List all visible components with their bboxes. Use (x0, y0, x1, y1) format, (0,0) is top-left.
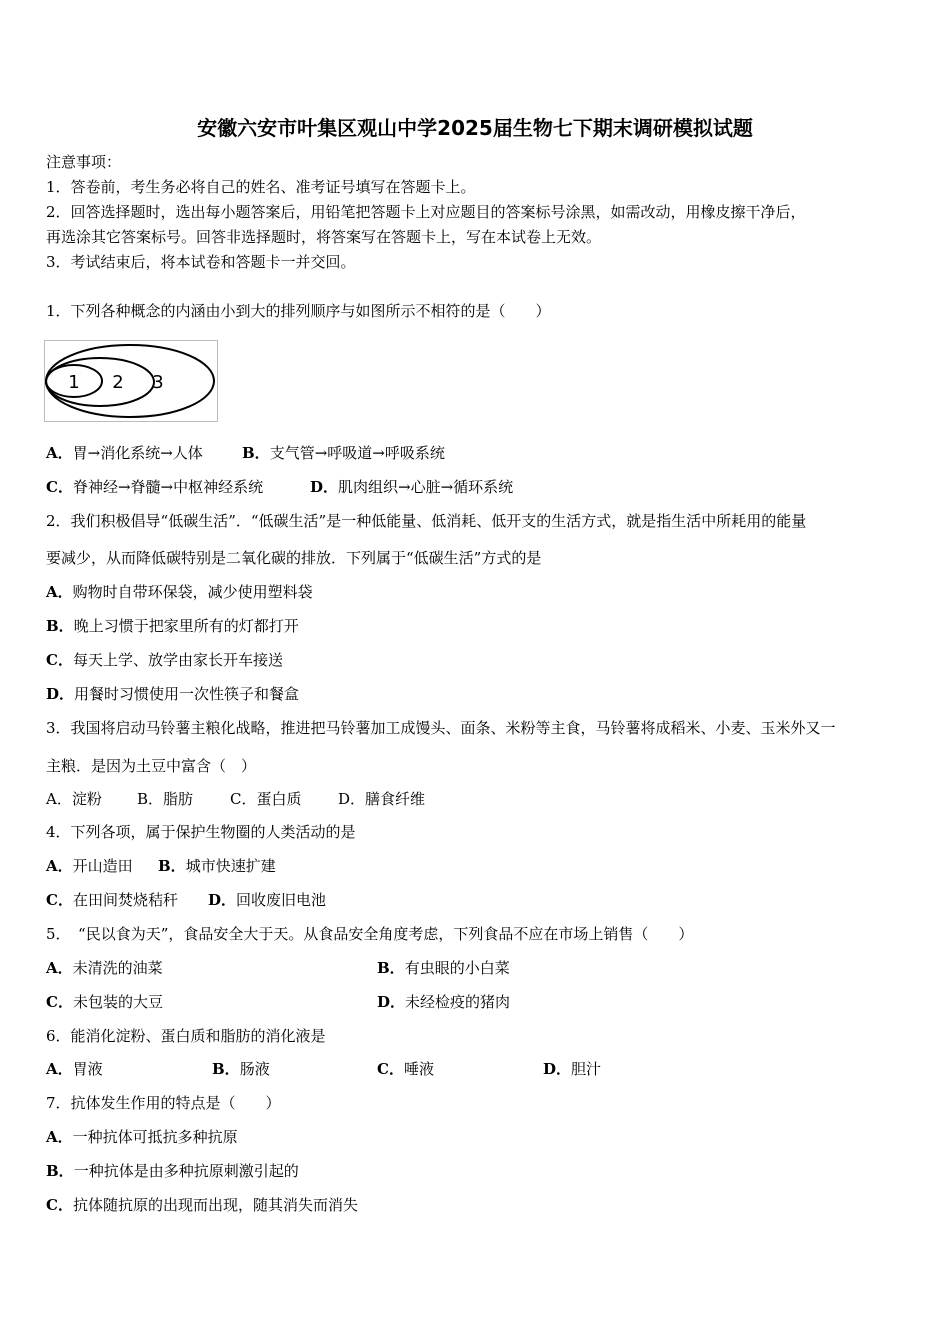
q2-option-b[interactable]: B．晚上习惯于把家里所有的灯都打开 (46, 617, 299, 635)
q1-stem: 1．下列各种概念的内涵由小到大的排列顺序与如图所示不相符的是（ ） (46, 302, 551, 320)
q7-option-c[interactable]: C．抗体随抗原的出现而出现，随其消失而消失 (46, 1196, 358, 1214)
q6-option-c[interactable]: C．唾液 (377, 1060, 434, 1078)
q1-option-a[interactable]: A．胃→消化系统→人体 (46, 444, 203, 462)
q1-option-b[interactable]: B．支气管→呼吸道→呼吸系统 (242, 444, 445, 462)
q5-option-d[interactable]: D．未经检疫的猪肉 (377, 993, 511, 1011)
nested-ellipses-figure (44, 340, 218, 422)
q7-stem: 7．抗体发生作用的特点是（ ） (46, 1094, 281, 1112)
figure-label-2: 2 (112, 372, 124, 393)
q4-option-a[interactable]: A．开山造田 (46, 857, 133, 875)
q1-option-c[interactable]: C．脊神经→脊髓→中枢神经系统 (46, 478, 264, 496)
q6-option-d[interactable]: D．胆汁 (543, 1060, 602, 1078)
q3-option-a[interactable]: A．淀粉 (46, 790, 102, 808)
q2-option-d[interactable]: D．用餐时习惯使用一次性筷子和餐盒 (46, 685, 300, 703)
notice-item-1: 1．答卷前，考生务必将自己的姓名、准考证号填写在答题卡上。 (46, 178, 476, 196)
notice-item-3: 3．考试结束后，将本试卷和答题卡一并交回。 (46, 253, 356, 271)
q3-stem-line1: 3．我国将启动马铃薯主粮化战略，推进把马铃薯加工成馒头、面条、米粉等主食，马铃薯将成稻米、小麦、玉米外又一 (46, 719, 836, 737)
q7-option-a[interactable]: A．一种抗体可抵抗多种抗原 (46, 1128, 238, 1146)
q3-option-b[interactable]: B．脂肪 (137, 790, 194, 808)
q4-stem: 4．下列各项，属于保护生物圈的人类活动的是 (46, 823, 356, 841)
q2-stem-line1: 2．我们积极倡导“低碳生活”．“低碳生活”是一种低能量、低消耗、低开支的生活方式，就是指生活中所耗用的能量 (46, 512, 807, 530)
q3-stem-line2: 主粮．是因为土豆中富含（ ） (46, 757, 257, 775)
q4-option-d[interactable]: D．回收废旧电池 (208, 891, 327, 909)
q2-stem-line2: 要减少，从而降低碳特别是二氧化碳的排放．下列属于“低碳生活”方式的是 (46, 549, 542, 567)
q2-option-c[interactable]: C．每天上学、放学由家长开车接送 (46, 651, 283, 669)
q1-option-d[interactable]: D．肌肉组织→心脏→循环系统 (310, 478, 514, 496)
q6-option-a[interactable]: A．胃液 (46, 1060, 103, 1078)
q5-stem: 5． “民以食为天”，食品安全大于天。从食品安全角度考虑，下列食品不应在市场上销售（ ） (46, 925, 694, 943)
notice-item-2-cont: 再选涂其它答案标号。回答非选择题时，将答案写在答题卡上，写在本试卷上无效。 (46, 228, 602, 246)
q7-option-b[interactable]: B．一种抗体是由多种抗原刺激引起的 (46, 1162, 299, 1180)
q2-option-a[interactable]: A．购物时自带环保袋，减少使用塑料袋 (46, 583, 313, 601)
figure-label-3: 3 (152, 372, 164, 393)
page-title: 安徽六安市叶集区观山中学2025届生物七下期末调研模拟试题 (197, 116, 753, 140)
notice-item-2: 2．回答选择题时，选出每小题答案后，用铅笔把答题卡上对应题目的答案标号涂黑，如需改动，用橡皮擦干净后， (46, 203, 806, 221)
q3-option-c[interactable]: C．蛋白质 (230, 790, 302, 808)
q4-option-b[interactable]: B．城市快速扩建 (158, 857, 276, 875)
q6-option-b[interactable]: B．肠液 (212, 1060, 270, 1078)
q6-stem: 6．能消化淀粉、蛋白质和脂肪的消化液是 (46, 1027, 326, 1045)
notice-heading: 注意事项： (46, 153, 122, 171)
q5-option-a[interactable]: A．未清洗的油菜 (46, 959, 163, 977)
q3-option-d[interactable]: D．膳食纤维 (338, 790, 426, 808)
q5-option-b[interactable]: B．有虫眼的小白菜 (377, 959, 510, 977)
figure-label-1: 1 (68, 372, 80, 393)
q4-option-c[interactable]: C．在田间焚烧秸秆 (46, 891, 178, 909)
q5-option-c[interactable]: C．未包装的大豆 (46, 993, 163, 1011)
